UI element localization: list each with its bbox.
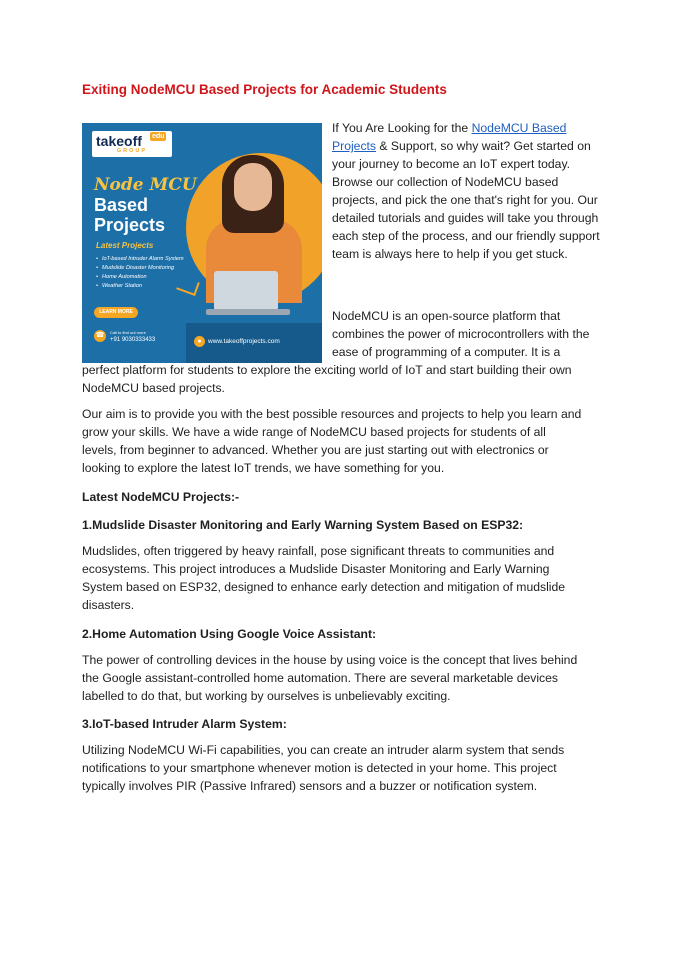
project-description: Utilizing NodeMCU Wi-Fi capabilities, you can create an intruder alarm system that sends notifications to your smartphone whenever motion is detected in your home. This project typically involves PIR (Passive Infrared) sensors and a buzzer or notification system. [82, 743, 565, 793]
banner-heading-line1: Node MCU [94, 175, 197, 195]
document-title: Exiting NodeMCU Based Projects for Academic Students [82, 82, 447, 97]
logo-edu-badge: edu [152, 133, 165, 140]
banner-call-label: Call to find out more [110, 330, 146, 335]
banner-person-face [234, 163, 272, 211]
logo-group-text: GROUP [116, 148, 148, 154]
aim-paragraph: Our aim is to provide you with the best possible resources and projects to help you learn and grow your skills. We have a wide range of NodeMCU based projects for students of all levels, from beginner to advanced. Whether you are just starting out with electronics or looking to explore the latest IoT trends, we have something for you. [82, 407, 582, 475]
project-description: The power of controlling devices in the house by using voice is the concept that lives behind the Google assistant-controlled home automation. There are several marketable devices labelled to do that, but working by ourselves is unbelievably exciting. [82, 653, 578, 703]
banner-list-item: • Mudslide Disaster Monitoring [96, 264, 196, 272]
banner-laptop [214, 271, 278, 311]
intro-paragraph [332, 119, 604, 263]
banner-list-item: • IoT-based Intruder Alarm System [96, 255, 196, 263]
banner-list-item: • Weather Station [96, 282, 196, 290]
banner-phone-number: +91 9030333433 [110, 337, 156, 343]
takeoff-logo [92, 131, 172, 157]
banner-heading-line2: Based [94, 195, 149, 215]
project-heading: 2.Home Automation Using Google Voice Assistant: [82, 627, 377, 641]
phone-icon: ☎ [94, 330, 106, 342]
banner-latest-label: Latest Projects [96, 241, 154, 250]
promo-banner-image [82, 123, 322, 363]
intro-text-after: & Support, so why wait? Get started on your journey to become an IoT expert today. Browse our collection of NodeMCU based projects, and pick the one that's right for you. Our detailed tutorials and guides will take you through each step of the process, and our friendly support team is always here to help if you get stuck. [332, 139, 600, 261]
globe-icon: ● [194, 336, 205, 347]
latest-projects-heading: Latest NodeMCU Projects:- [82, 490, 240, 504]
banner-laptop-base [206, 309, 290, 315]
banner-project-list [96, 255, 196, 291]
banner-list-item: • Home Automation [96, 273, 196, 281]
nodemcu-projects-link[interactable]: NodeMCU Based Projects [332, 121, 567, 153]
logo-text: takeoff [96, 133, 142, 149]
intro-text-before: If You Are Looking for the [332, 121, 472, 135]
project-heading: 3.IoT-based Intruder Alarm System: [82, 717, 287, 731]
nodemcu-paragraph-part1: NodeMCU is an open-source platform that combines the power of microcontrollers with the ease of programming of a computer. It is a [332, 309, 590, 359]
banner-website: www.takeoffprojects.com [208, 338, 280, 345]
learn-more-button: LEARN MORE [94, 307, 138, 318]
project-heading: 1.Mudslide Disaster Monitoring and Early Warning System Based on ESP32: [82, 518, 524, 532]
banner-heading-line3: Projects [94, 215, 166, 235]
nodemcu-paragraph-part2: perfect platform for students to explore the exciting world of IoT and start building their own NodeMCU based projects. [82, 363, 572, 395]
project-description: Mudslides, often triggered by heavy rainfall, pose significant threats to communities and ecosystems. This project introduces a Mudslide Disaster Monitoring and Early Warning System based on ESP32, designed to enhance early detection and mitigation of mudslide disasters. [82, 544, 566, 612]
